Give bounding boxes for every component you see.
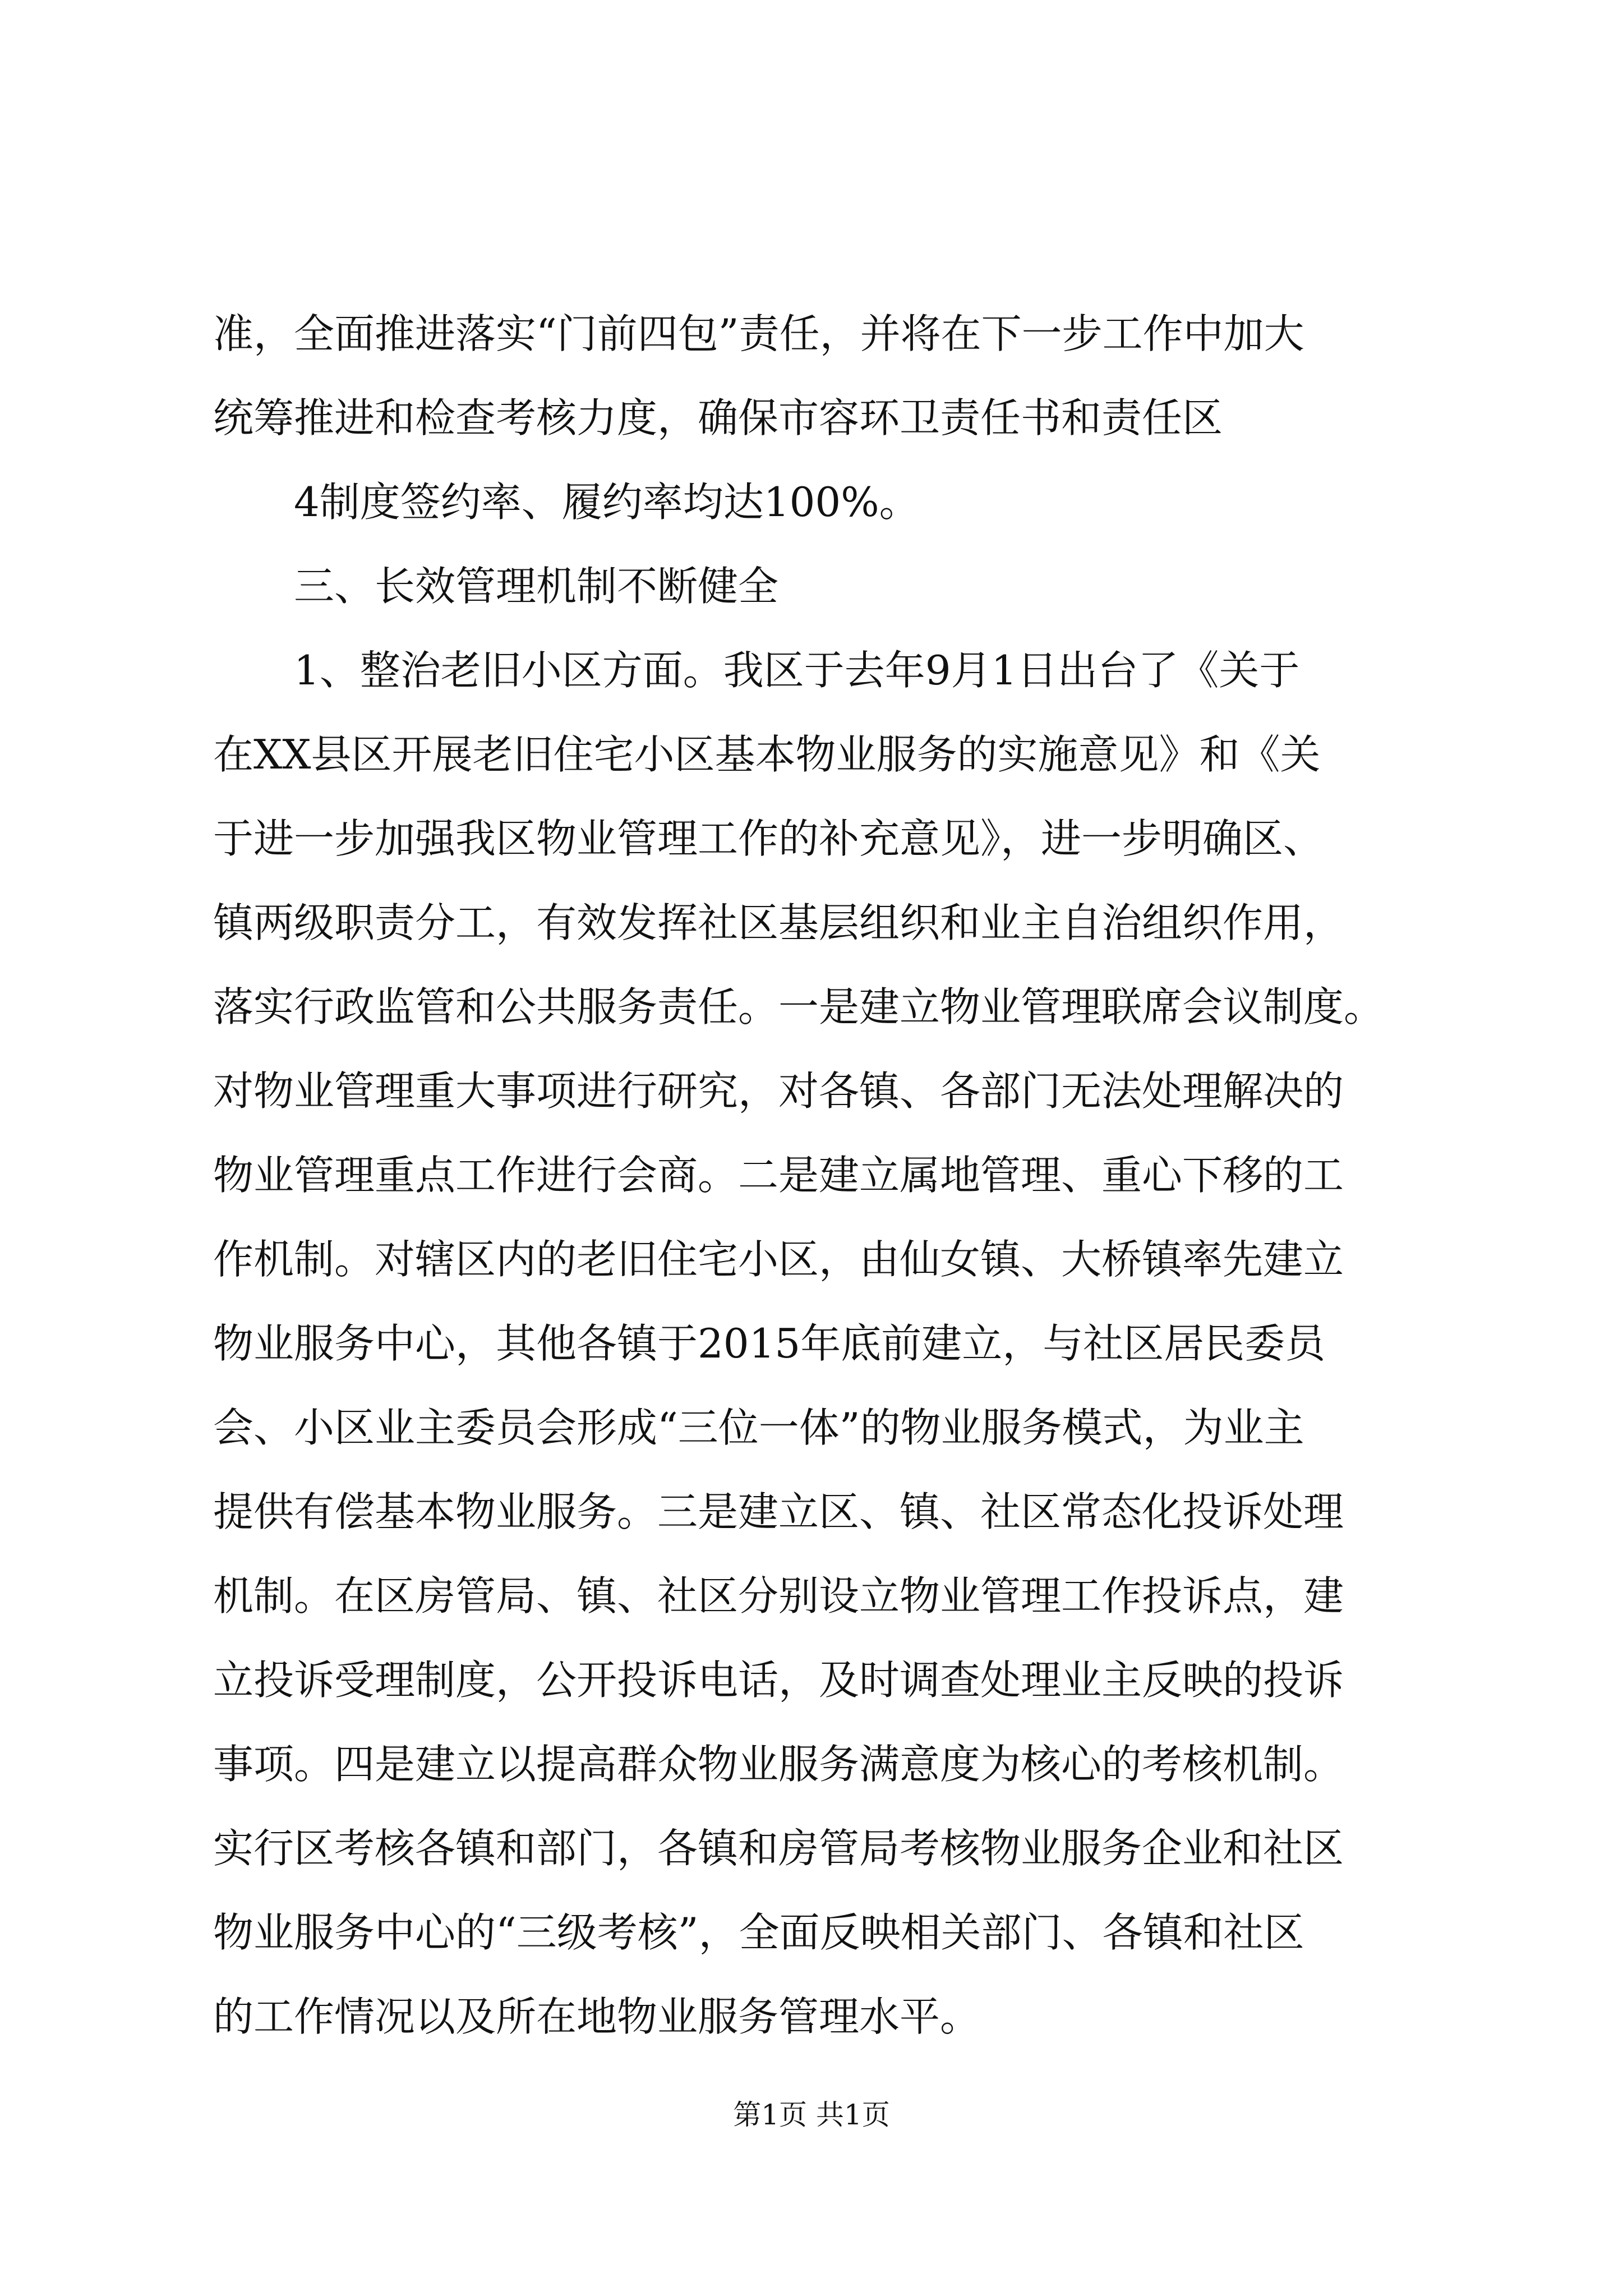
text-line: 准，全面推进落实“门前四包”责任，并将在下一步工作中加大 [213,310,1304,357]
text-line: 统筹推进和检查考核力度，确保市容环卫责任书和责任区 [213,394,1223,441]
text-line: 落实行政监管和公共服务责任。一是建立物业管理联席会议制度。 [213,983,1385,1030]
text-line: 事项。四是建立以提高群众物业服务满意度为核心的考核机制。 [213,1741,1344,1788]
text-line: 立投诉受理制度，公开投诉电话，及时调查处理业主反映的投诉 [213,1657,1344,1704]
text-line: 物业服务中心，其他各镇于2015年底前建立，与社区居民委员 [213,1320,1326,1367]
text-line: 于进一步加强我区物业管理工作的补充意见》，进一步明确区、 [213,815,1324,862]
text-line: 会、小区业主委员会形成“三位一体”的物业服务模式，为业主 [213,1404,1304,1451]
text-line: 的工作情况以及所在地物业服务管理水平。 [213,1993,981,2040]
text-line: 物业服务中心的“三级考核”，全面反映相关部门、各镇和社区 [213,1909,1304,1956]
page-number-footer: 第1页 共1页 [733,2099,890,2131]
text-line: 1、整治老旧小区方面。我区于去年9月1日出台了《关于 [213,647,1300,694]
text-line: 镇两级职责分工，有效发挥社区基层组织和业主自治组织作用， [213,899,1344,946]
text-line: 机制。在区房管局、镇、社区分别设立物业管理工作投诉点，建 [213,1572,1344,1619]
document-body [213,292,1413,2059]
text-line: 提供有偿基本物业服务。三是建立区、镇、社区常态化投诉处理 [213,1488,1344,1535]
text-line: 作机制。对辖区内的老旧住宅小区，由仙女镇、大桥镇率先建立 [213,1236,1344,1283]
text-line: 物业管理重点工作进行会商。二是建立属地管理、重心下移的工 [213,1152,1344,1199]
section-heading: 三、长效管理机制不断健全 [213,563,779,610]
text-line: 在XX县区开展老旧住宅小区基本物业服务的实施意见》和《关 [213,731,1321,778]
text-line: 实行区考核各镇和部门，各镇和房管局考核物业服务企业和社区 [213,1825,1344,1872]
text-line: 4制度签约率、履约率均达100%。 [213,478,920,526]
text-line: 对物业管理重大事项进行研究，对各镇、各部门无法处理解决的 [213,1068,1344,1115]
